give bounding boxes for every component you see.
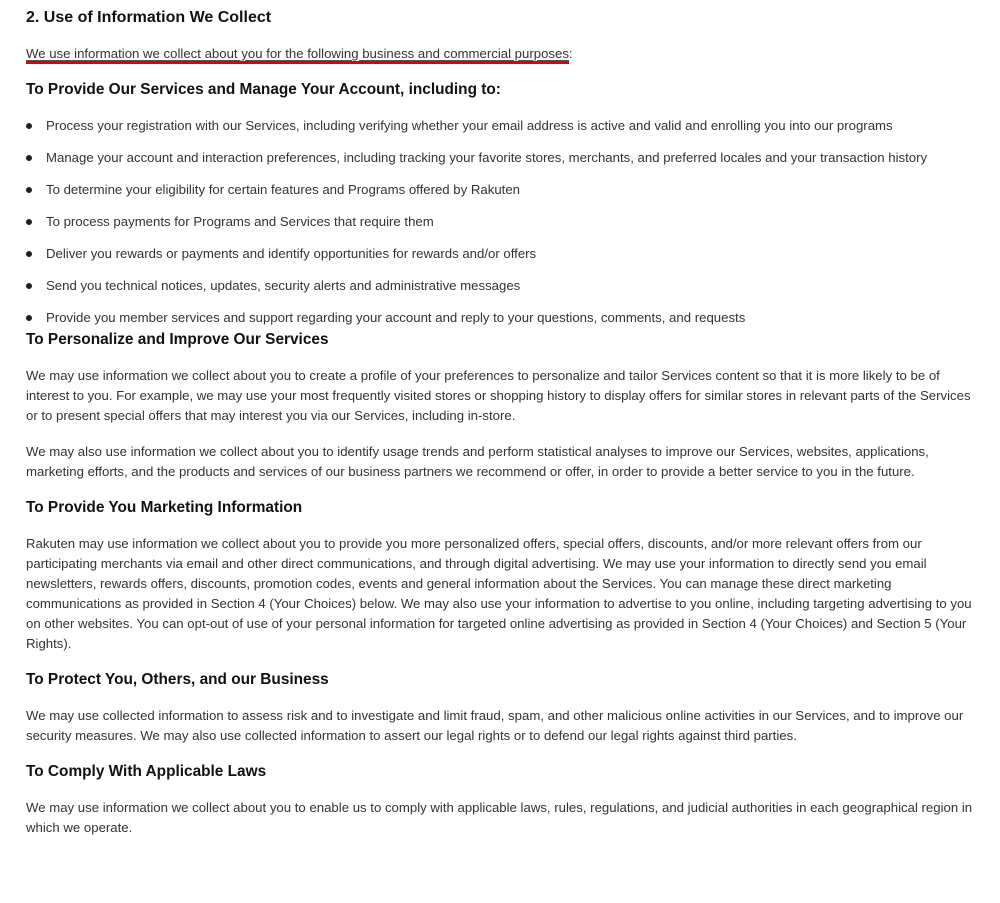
intro-underlined-text: We use information we collect about you for the following business and commercial purposes	[26, 46, 569, 64]
list-item: Deliver you rewards or payments and identify opportunities for rewards and/or offers	[26, 244, 974, 264]
list-item: Provide you member services and support regarding your account and reply to your questions, comments, and requests	[26, 308, 974, 328]
bullet-icon	[26, 187, 32, 193]
protect-paragraph: We may use collected information to assess risk and to investigate and limit fraud, spam, and other malicious online activities in our Services, and to improve our security measures. We may also use collected information to assert our legal rights or to defend our legal rights against third parties.	[26, 708, 964, 743]
personalize-paragraph-1: We may use information we collect about you to create a profile of your preferences to personalize and tailor Services content so that it is more likely to be of interest to you. For example, we may use your most frequently visited stores or shopping history to display offers for similar stores in relevant parts of the Services or to present special offers that may interest you via our Services, including in-store.	[26, 368, 971, 423]
list-item: To process payments for Programs and Services that require them	[26, 212, 974, 232]
heading-marketing: To Provide You Marketing Information	[26, 499, 303, 516]
list-item: Process your registration with our Services, including verifying whether your email address is active and valid and enrolling you into our programs	[26, 116, 974, 136]
section-title: 2. Use of Information We Collect	[26, 9, 272, 26]
comply-paragraph: We may use information we collect about you to enable us to comply with applicable laws, rules, regulations, and judicial authorities in each geographical region in which we operate.	[26, 800, 973, 835]
heading-protect: To Protect You, Others, and our Business	[26, 671, 329, 688]
provide-services-list	[26, 116, 974, 328]
bullet-icon	[26, 315, 32, 321]
heading-personalize: To Personalize and Improve Our Services	[26, 331, 329, 348]
list-item: To determine your eligibility for certain features and Programs offered by Rakuten	[26, 180, 974, 200]
bullet-icon	[26, 155, 32, 161]
list-item: Send you technical notices, updates, security alerts and administrative messages	[26, 276, 974, 296]
heading-comply: To Comply With Applicable Laws	[26, 763, 267, 780]
list-item: Manage your account and interaction preferences, including tracking your favorite stores, merchants, and preferred locales and your transaction history	[26, 148, 974, 168]
bullet-icon	[26, 123, 32, 129]
marketing-paragraph: Rakuten may use information we collect about you to provide you more personalized offers, special offers, discounts, and/or more relevant offers from our participating merchants via email and other direct communications, and through digital advertising. We may use your information to directly send you email newsletters, rewards offers, discounts, promotion codes, events and general information about the Services. You can manage these direct marketing communications as provided in Section 4 (Your Choices) below. We may also use your information to advertise to you online, including targeting advertising to you on other websites. You can opt-out of use of your personal information for targeted online advertising as provided in Section 4 (Your Choices) and Section 5 (Your Rights).	[26, 536, 972, 651]
section-intro	[26, 44, 974, 64]
bullet-icon	[26, 283, 32, 289]
personalize-paragraph-2: We may also use information we collect about you to identify usage trends and perform statistical analyses to improve our Services, websites, applications, marketing efforts, and the products and services of our business partners we recommend or offer, in order to provide a better service to you in the future.	[26, 444, 929, 479]
heading-provide-services: To Provide Our Services and Manage Your Account, including to:	[26, 81, 501, 98]
intro-tail: :	[568, 46, 573, 61]
bullet-icon	[26, 251, 32, 257]
bullet-icon	[26, 219, 32, 225]
